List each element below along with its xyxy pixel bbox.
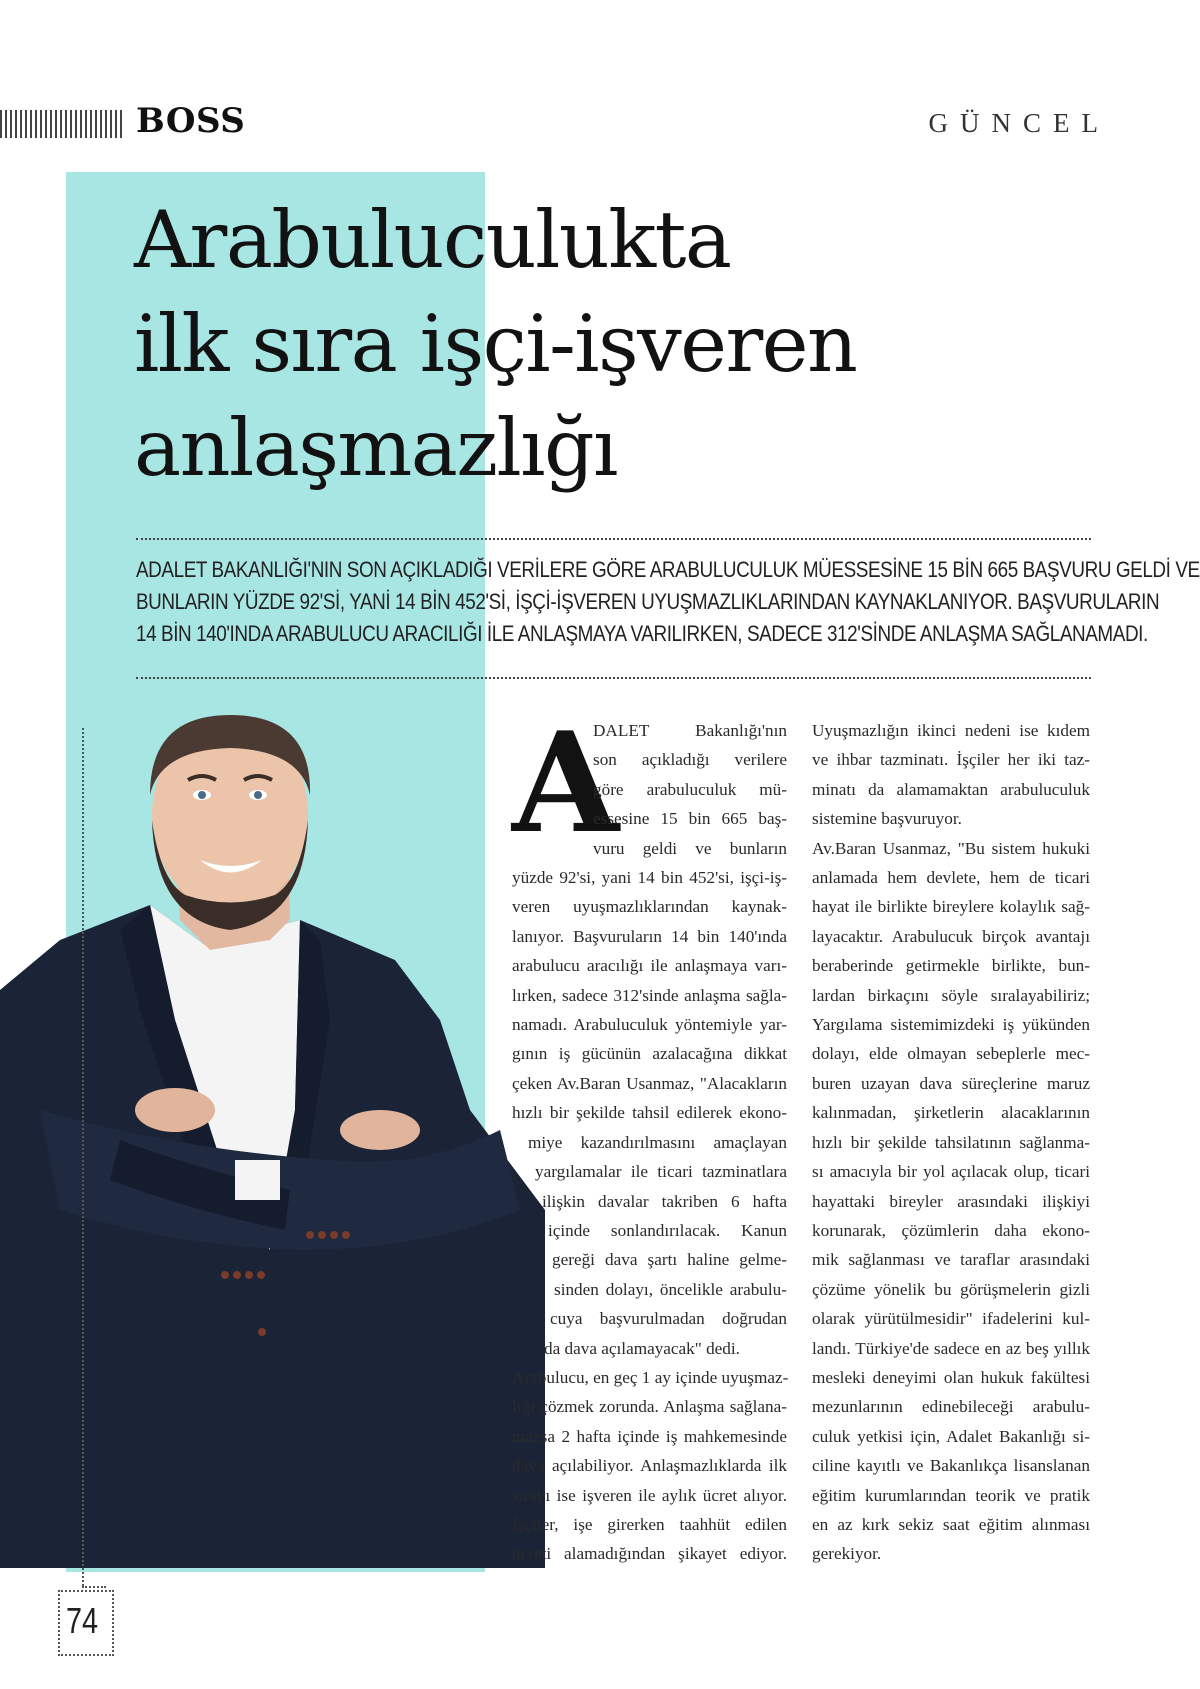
page-number: 74 xyxy=(66,1600,99,1641)
article-line: sı amacıyla bir yol açılacak olup, ticari xyxy=(812,1162,1090,1182)
article-line: hızlı bir şekilde tahsilatının sağlanma- xyxy=(812,1132,1090,1152)
article-line: Uyuşmazlığın ikinci nedeni ise kıdem xyxy=(812,721,1090,740)
article-line: minatı da alamamaktan arabuluculuk xyxy=(812,779,1090,799)
article-line: olarak yürütülmesidir" ifadelerini kul- xyxy=(812,1309,1090,1329)
article-line: mazsa 2 hafta içinde iş mahkemesinde xyxy=(512,1426,787,1446)
article-line: lığı çözmek zorunda. Anlaşma sağlana- xyxy=(512,1397,787,1417)
article-line: dolayı, elde olmayan sebeplerle mec- xyxy=(812,1044,1090,1064)
article-line: hayattaki bireyler arasındaki ilişkiyi xyxy=(812,1191,1090,1211)
article-line: korunarak, çözümlerin daha ekono- xyxy=(812,1220,1090,1240)
article-line: çözüme yönelik bu görüşmelerin gizli xyxy=(812,1279,1090,1299)
article-line: ücreti alamadığından şikayet ediyor. xyxy=(512,1544,787,1564)
article-line: son açıkladığı verilere xyxy=(593,750,787,770)
article-line: sinden dolayı, öncelikle arabulu- xyxy=(554,1279,787,1299)
article-line: essesine 15 bin 665 baş- xyxy=(593,809,787,829)
article-line: namadı. Arabuluculuk yöntemiyle yar- xyxy=(512,1015,787,1035)
article-line: ciline kayıtlı ve Bakanlıkça lisanslanan xyxy=(812,1456,1090,1476)
article-line: gının iş gücünün azalacağına dikkat xyxy=(512,1044,787,1064)
headline-line: Arabuluculukta xyxy=(134,194,731,286)
article-line: lırken, sadece 312'sinde anlaşma sağla- xyxy=(512,985,787,1005)
article-line: ilişkin davalar takriben 6 hafta xyxy=(542,1191,787,1211)
article-line: beraberinde getirmekle birlikte, bun- xyxy=(812,956,1090,976)
article-line: en az kırk sekiz saat eğitim alınması xyxy=(812,1514,1090,1534)
article-line: miye kazandırılmasını amaçlayan xyxy=(528,1132,787,1152)
article-line: mesleki deneyimi olan hukuk fakültesi xyxy=(812,1367,1090,1387)
lead-line: ADALET BAKANLIĞI'NIN SON AÇIKLADIĞI VERİLERE GÖRE ARABULUCULUK MÜESSESİNE 15 BİN 665 BAŞVURU GELDİ VE xyxy=(136,557,1200,582)
article-line: çeken Av.Baran Usanmaz, "Alacakların xyxy=(512,1073,787,1093)
article-line: Yargılama sistemimizdeki iş yükünden xyxy=(812,1015,1090,1035)
lead-line: 14 BİN 140'INDA ARABULUCU ARACILIĞI İLE ANLAŞMAYA VARILIRKEN, SADECE 312'SİNDE ANLAŞMA SAĞLANAMADI. xyxy=(136,621,1148,646)
article-line: DALET Bakanlığı'nın xyxy=(593,721,787,740)
lead-bottom-rule xyxy=(136,677,1091,679)
article-line: buren uzayan dava süreçlerine maruz xyxy=(812,1073,1090,1093)
article-line: gerekiyor. xyxy=(812,1544,882,1564)
article-line: kalınmadan, şirketlerin alacaklarının xyxy=(812,1103,1090,1123)
article-line: göre arabuluculuk mü- xyxy=(593,779,787,799)
article-line: yargılamalar ile ticari tazminatlara xyxy=(535,1162,787,1182)
article-line: sırayı ise işveren ile aylık ücret alıyor. xyxy=(512,1485,787,1505)
headline-line: anlaşmazlığı xyxy=(134,402,617,494)
lead-paragraph xyxy=(136,554,1200,650)
frame-horizontal-line xyxy=(82,1586,106,1588)
article-line: ve ihbar tazminatı. İşçiler her iki taz- xyxy=(812,750,1090,770)
barcode-decoration xyxy=(0,110,122,138)
article-line: dava açılabiliyor. Anlaşmazlıklarda ilk xyxy=(512,1456,787,1476)
article-line: landı. Türkiye'de sadece en az beş yıllık xyxy=(812,1338,1090,1358)
article-line: hızlı bir şekilde tahsil edilerek ekono- xyxy=(512,1103,787,1123)
article-line: mezunlarının edinebileceği arabulu- xyxy=(812,1397,1090,1417)
article-line: vuru geldi ve bunların xyxy=(593,838,787,858)
article-line: cuya başvurulmadan doğrudan xyxy=(550,1309,787,1329)
article-line: hayat ile birlikte bireylere kolaylık sağ- xyxy=(812,897,1090,917)
article-line: layacaktır. Arabulucuk birçok avantajı xyxy=(812,926,1090,946)
article-line: mik sağlanması ve taraflar arasındaki xyxy=(812,1250,1090,1270)
headline xyxy=(134,188,856,500)
article-column-2 xyxy=(812,716,1090,1569)
article-line: yüzde 92'si, yani 14 bin 452'si, işçi-iş- xyxy=(512,868,787,888)
dropcap: A xyxy=(512,701,620,864)
article-line: culuk yetkisi için, Adalet Bakanlığı si- xyxy=(812,1426,1090,1446)
section-label: GÜNCEL xyxy=(928,108,1110,138)
article-line: veren uyuşmazlıklarından kaynak- xyxy=(512,897,787,917)
article-line: da dava açılamayacak" dedi. xyxy=(544,1338,740,1358)
article-line: sistemine başvuruyor. xyxy=(812,809,962,829)
article-column-1 xyxy=(0,716,787,1569)
article-line: içinde sonlandırılacak. Kanun xyxy=(548,1220,787,1240)
article-line: lardan birkaçını söyle sıralayabiliriz; xyxy=(812,985,1090,1005)
article-line: İşçiler, işe girerken taahhüt edilen xyxy=(512,1514,787,1534)
magazine-logo: BOSS xyxy=(136,101,246,141)
article-line: arabulucu aracılığı ile anlaşmaya varı- xyxy=(512,956,787,976)
article-line: gereği dava şartı haline gelme- xyxy=(552,1250,787,1270)
article-line: Av.Baran Usanmaz, "Bu sistem hukuki xyxy=(812,838,1090,858)
article-line: Arabulucu, en geç 1 ay içinde uyuşmaz- xyxy=(512,1367,789,1387)
article-line: anlamada hem devlete, hem de ticari xyxy=(812,868,1090,888)
lead-line: BUNLARIN YÜZDE 92'Sİ, YANİ 14 BİN 452'Sİ, İŞÇİ-İŞVEREN UYUŞMAZLIKLARINDAN KAYNAKLANIYOR. BAŞVURULARIN xyxy=(136,589,1160,614)
article-line: eğitim kurumlarından teorik ve pratik xyxy=(812,1485,1090,1505)
headline-line: ilk sıra işçi-işveren xyxy=(134,298,857,390)
article-line: lanıyor. Başvuruların 14 bin 140'ında xyxy=(512,926,787,946)
lead-top-rule xyxy=(136,538,1091,540)
